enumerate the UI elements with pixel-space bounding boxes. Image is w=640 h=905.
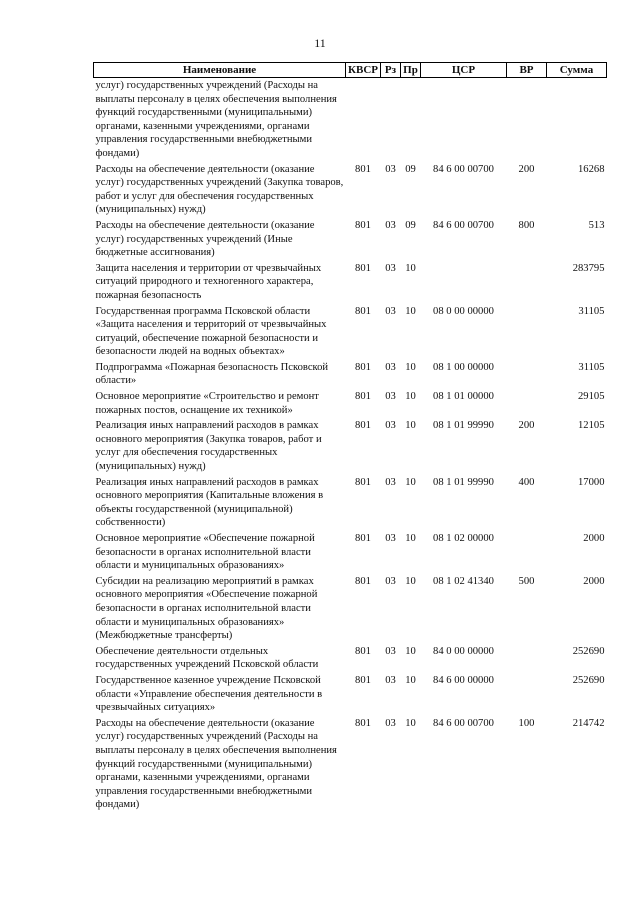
row-sum: 31105 xyxy=(578,305,605,317)
row-name: Расходы на обеспечение деятельности (оказание услуг) государственных учреждений (Расходы на выплаты персоналу в целях обеспечения выполнения функций государственными (муниципальными) органами, казенными учреждениями, органами управления государственными внебюджетными фондами) xyxy=(95,717,337,811)
row-kvsr xyxy=(346,78,381,163)
row-kvsr: 801 xyxy=(355,645,371,657)
row-rz: 03 xyxy=(385,391,396,403)
row-kvsr: 801 xyxy=(355,533,371,544)
row-kvsr: 801 xyxy=(355,476,371,488)
row-name: Государственная программа Псковской области «Защита населения и территорий от чрезвычайных ситуаций, обеспечение пожарной безопасности и безопасности людей на водных объектах» xyxy=(95,305,327,358)
table-row xyxy=(94,262,607,305)
table-row xyxy=(94,305,607,361)
header-rz: Рз xyxy=(380,63,400,78)
row-pr: 10 xyxy=(405,391,416,403)
row-pr: 09 xyxy=(405,163,416,175)
row-vr xyxy=(506,674,546,717)
row-pr: 10 xyxy=(405,305,416,317)
row-pr: 10 xyxy=(405,361,416,373)
row-kvsr: 801 xyxy=(355,717,371,729)
row-rz: 03 xyxy=(385,476,396,488)
table-row xyxy=(94,419,607,475)
row-csr xyxy=(420,78,506,163)
table-row xyxy=(94,717,607,814)
row-csr: 08 1 00 00000 xyxy=(433,361,494,373)
row-pr: 10 xyxy=(405,717,416,729)
table-row xyxy=(94,78,607,163)
row-rz: 03 xyxy=(385,262,396,274)
row-pr xyxy=(400,78,420,163)
row-name: Защита населения и территории от чрезвычайных ситуаций природного и техногенного характера, пожарная безопасность xyxy=(95,262,322,301)
row-rz: 03 xyxy=(385,420,396,432)
row-csr xyxy=(420,262,506,305)
page-number: 11 xyxy=(314,36,326,50)
row-vr xyxy=(506,361,546,390)
row-rz: 03 xyxy=(385,645,396,657)
budget-table xyxy=(93,62,607,814)
row-rz: 03 xyxy=(385,305,396,317)
row-kvsr: 801 xyxy=(355,420,371,432)
row-rz: 03 xyxy=(385,163,396,175)
row-csr: 84 6 00 00700 xyxy=(433,163,494,175)
row-name: Реализация иных направлений расходов в рамках основного мероприятия (Закупка товаров, работ и услуг для обеспечения государственных (муниципальных) нужд) xyxy=(95,420,322,473)
row-csr: 84 6 00 00700 xyxy=(433,717,494,729)
header-name: Наименование xyxy=(94,63,346,78)
table-header-row xyxy=(94,63,607,78)
row-vr xyxy=(506,262,546,305)
row-kvsr: 801 xyxy=(355,262,371,274)
table-row xyxy=(94,575,607,645)
row-pr: 10 xyxy=(405,262,416,274)
row-name: Государственное казенное учреждение Псковской области «Управление обеспечения деятельности в чрезвычайных ситуациях» xyxy=(95,674,323,714)
table-row xyxy=(94,163,607,219)
row-name: Субсидии на реализацию мероприятий в рамках основного мероприятия «Обеспечение пожарной безопасности в органах исполнительной власти области и муниципальных образованиях» (Межбюджетные трансферты) xyxy=(95,575,318,642)
row-name: Реализация иных направлений расходов в рамках основного мероприятия (Капитальные вложения в объекты государственной (муниципальной) собственности) xyxy=(95,476,324,529)
row-csr: 08 1 01 00000 xyxy=(433,391,494,403)
table-row xyxy=(94,645,607,674)
table-row xyxy=(94,219,607,262)
row-name: Подпрограмма «Пожарная безопасность Псковской области» xyxy=(95,361,329,387)
row-rz: 03 xyxy=(385,575,396,587)
row-pr: 10 xyxy=(405,575,416,587)
row-sum: 29105 xyxy=(578,391,605,403)
table-row xyxy=(94,532,607,575)
row-kvsr: 801 xyxy=(355,163,371,175)
row-rz: 03 xyxy=(385,219,396,231)
row-sum: 16268 xyxy=(578,163,605,175)
row-kvsr: 801 xyxy=(355,674,371,686)
row-rz: 03 xyxy=(385,717,396,729)
row-sum: 12105 xyxy=(578,420,605,432)
row-sum xyxy=(546,78,606,163)
row-pr: 10 xyxy=(405,476,416,488)
row-sum: 2000 xyxy=(583,575,605,587)
row-rz: 03 xyxy=(385,674,396,686)
row-vr: 500 xyxy=(518,575,535,587)
row-vr: 800 xyxy=(518,219,535,231)
row-rz: 03 xyxy=(385,361,396,373)
table-row xyxy=(94,361,607,390)
row-csr: 84 6 00 00000 xyxy=(433,674,494,686)
row-name: услуг) государственных учреждений (Расходы на выплаты персоналу в целях обеспечения выполнения функций государственными (муниципальными) органами, казенными учреждениями, органами управления государственными внебюджетными фондами) xyxy=(95,80,337,159)
header-vr: ВР xyxy=(506,63,546,78)
row-sum: 2000 xyxy=(583,533,605,544)
row-pr: 10 xyxy=(405,533,416,544)
header-csr: ЦСР xyxy=(420,63,506,78)
row-sum: 283795 xyxy=(572,262,605,274)
header-sum: Сумма xyxy=(546,63,606,78)
header-kvsr: КВСР xyxy=(346,63,381,78)
row-kvsr: 801 xyxy=(355,575,371,587)
row-pr: 10 xyxy=(405,645,416,657)
row-vr xyxy=(506,78,546,163)
row-name: Обеспечение деятельности отдельных государственных учреждений Псковской области xyxy=(95,645,319,671)
row-vr: 200 xyxy=(518,420,535,432)
row-name: Основное мероприятие «Строительство и ремонт пожарных постов, оснащение их техникой» xyxy=(95,391,319,416)
table-row xyxy=(94,476,607,532)
row-sum: 252690 xyxy=(572,645,605,657)
row-csr: 84 0 00 00000 xyxy=(433,645,494,657)
row-kvsr: 801 xyxy=(355,391,371,403)
table-row xyxy=(94,390,607,419)
row-name: Расходы на обеспечение деятельности (оказание услуг) государственных учреждений (Закупка товаров, работ и услуг для обеспечения государственных (муниципальных) нужд) xyxy=(95,163,344,216)
row-pr: 09 xyxy=(405,219,416,231)
row-sum: 513 xyxy=(588,219,605,231)
row-sum: 17000 xyxy=(578,476,605,488)
row-vr xyxy=(506,390,546,419)
row-name: Расходы на обеспечение деятельности (оказание услуг) государственных учреждений (Иные бюджетные ассигнования) xyxy=(95,219,315,259)
row-name: Основное мероприятие «Обеспечение пожарной безопасности в органах исполнительной власти области и муниципальных образованиях» xyxy=(95,533,315,572)
row-pr: 10 xyxy=(405,420,416,432)
row-csr: 08 0 00 00000 xyxy=(433,305,494,317)
row-vr: 200 xyxy=(518,163,535,175)
row-csr: 08 1 02 41340 xyxy=(433,575,494,587)
row-sum: 214742 xyxy=(572,717,605,729)
row-vr xyxy=(506,532,546,575)
row-csr: 84 6 00 00700 xyxy=(433,219,494,231)
row-sum: 31105 xyxy=(578,361,605,373)
row-kvsr: 801 xyxy=(355,361,371,373)
row-csr: 08 1 01 99990 xyxy=(433,476,494,488)
row-csr: 08 1 01 99990 xyxy=(433,420,494,432)
row-kvsr: 801 xyxy=(355,219,371,231)
header-pr: Пр xyxy=(400,63,420,78)
row-kvsr: 801 xyxy=(355,305,371,317)
table-row xyxy=(94,674,607,717)
row-vr xyxy=(506,645,546,674)
row-rz xyxy=(380,78,400,163)
row-vr: 100 xyxy=(518,717,535,729)
row-vr xyxy=(506,305,546,361)
row-pr: 10 xyxy=(405,674,416,686)
row-csr: 08 1 02 00000 xyxy=(433,533,494,544)
row-vr: 400 xyxy=(518,476,535,488)
row-rz: 03 xyxy=(385,533,396,544)
row-sum: 252690 xyxy=(572,674,605,686)
